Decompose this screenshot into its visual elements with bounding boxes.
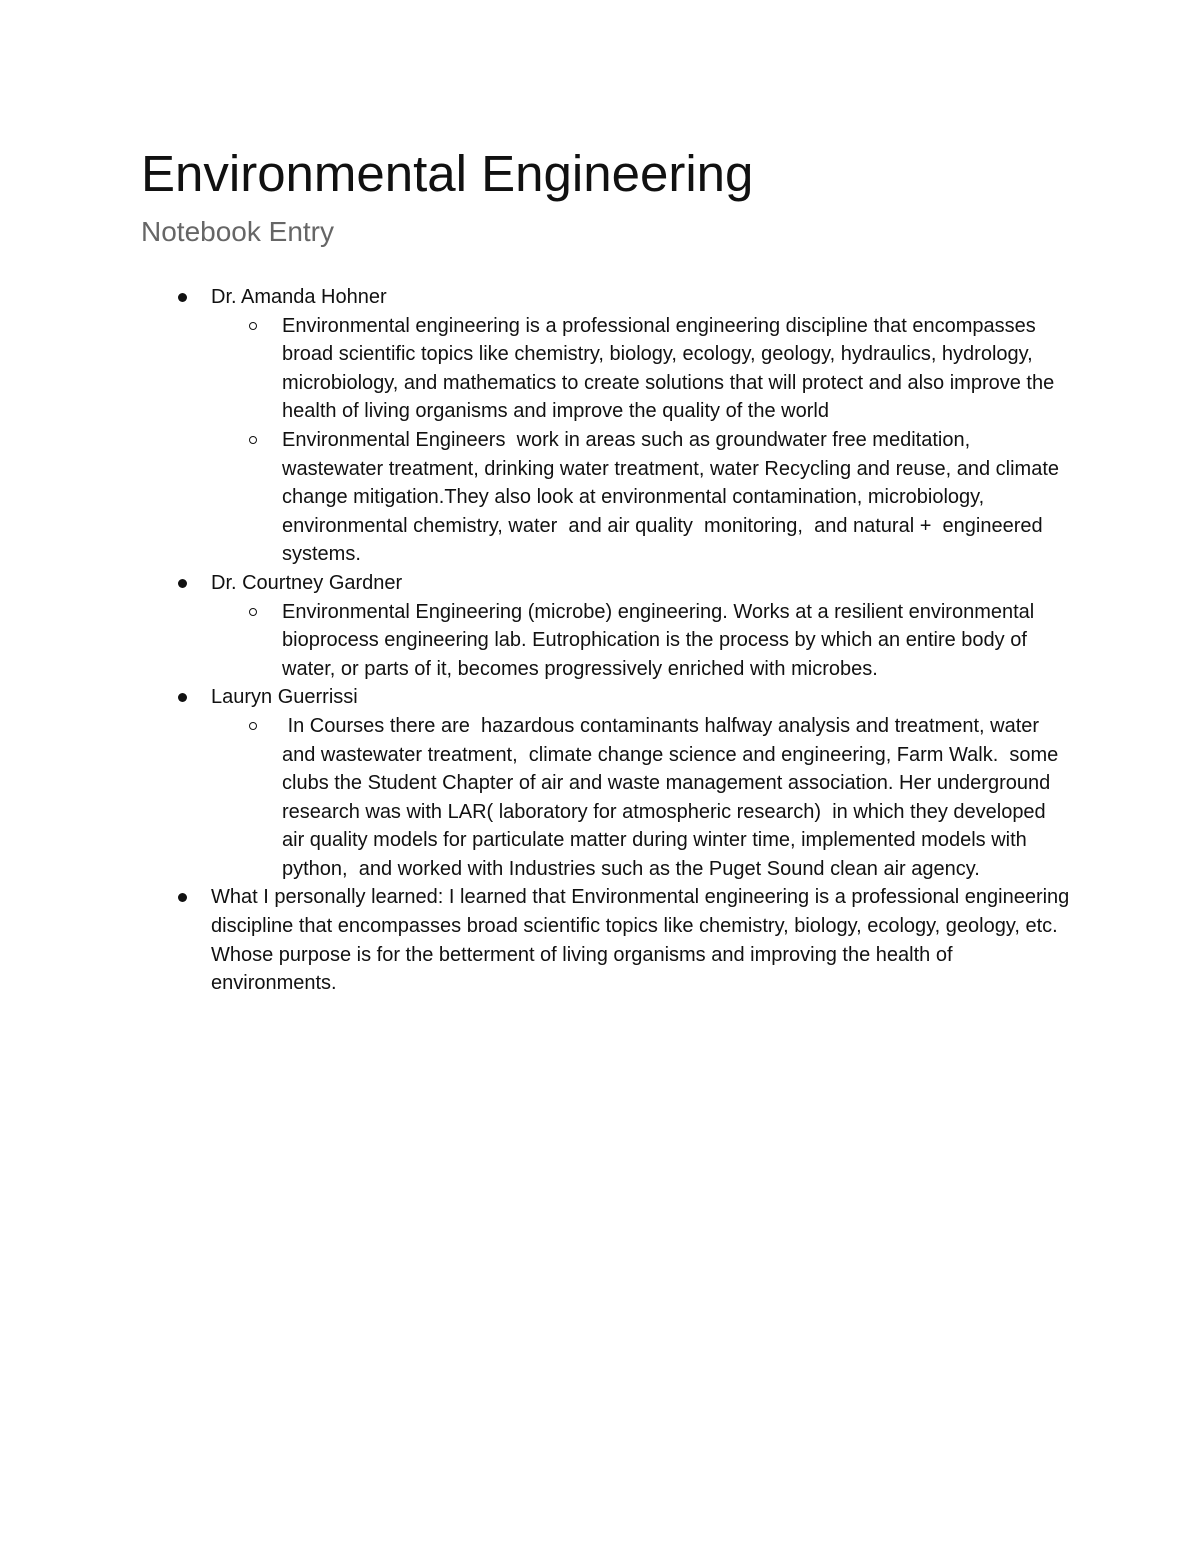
list-item-personal-learning (0, 883, 1075, 997)
filled-bullet-icon (178, 579, 187, 588)
sub-list-item (0, 712, 1072, 884)
hollow-bullet-icon (249, 322, 257, 330)
list-item-amanda-hohner (0, 283, 1071, 569)
filled-bullet-icon (178, 693, 187, 702)
filled-bullet-icon (178, 293, 187, 302)
sub-list-item-text: Environmental Engineers work in areas such as groundwater free meditation, wastewater treatment, drinking water treatment, water Recycling and reuse, and climate change mitigation.They also look at environmental contamination, microbiology, environmental chemistry, water and air quality monitoring, and natural + engineered systems. (282, 428, 1065, 566)
sub-list-item-text: In Courses there are hazardous contaminants halfway analysis and treatment, water and wastewater treatment, climate change science and engineering, Farm Walk. some clubs the Student Chapter of air and waste management association. Her underground research was with LAR( laboratory for atmospheric research) in which they developed air quality models for particulate matter during winter time, implemented models with python, and worked with Industries such as the Puget Sound clean air agency. (282, 714, 1064, 880)
hollow-bullet-icon (249, 722, 257, 730)
sub-list-item-text: Environmental Engineering (microbe) engineering. Works at a resilient environmental bioprocess engineering lab. Eutrophication is the process by which an entire body of water, or parts of it, becomes progressively enriched with microbes. (282, 600, 1040, 680)
document-subtitle: Notebook Entry (141, 216, 334, 247)
list-item-label: Dr. Amanda Hohner (211, 286, 387, 308)
sub-list (211, 712, 1071, 884)
list-item-label: Dr. Courtney Gardner (211, 571, 403, 594)
document-title: Environmental Engineering (141, 145, 754, 202)
sub-list (211, 598, 1071, 684)
filled-bullet-icon (178, 893, 187, 902)
list-item-courtney-gardner (0, 569, 1071, 683)
sub-list-item (0, 312, 1072, 426)
sub-list (211, 312, 1071, 569)
sub-list-item (0, 598, 1072, 684)
sub-list-item-text: Environmental engineering is a professional engineering discipline that encompasses broad scientific topics like chemistry, biology, ecology, geology, hydraulics, hydrology, microbiology, and mathematics to create solutions that will protect and also improve the health of living organisms and improve the quality of the world (282, 314, 1060, 423)
list-item-lauryn-guerrissi (0, 683, 1071, 883)
hollow-bullet-icon (249, 608, 257, 616)
hollow-bullet-icon (249, 436, 257, 444)
sub-list-item (0, 426, 1072, 569)
notes-list (0, 283, 1200, 998)
list-item-label: Lauryn Guerrissi (211, 686, 358, 709)
list-item-label: What I personally learned: I learned that Environmental engineering is a professional engineering discipline that encompasses broad scientific topics like chemistry, biology, ecology, geology, etc. Whose purpose is for the betterment of living organisms and improving the health of environments. (211, 886, 1075, 995)
